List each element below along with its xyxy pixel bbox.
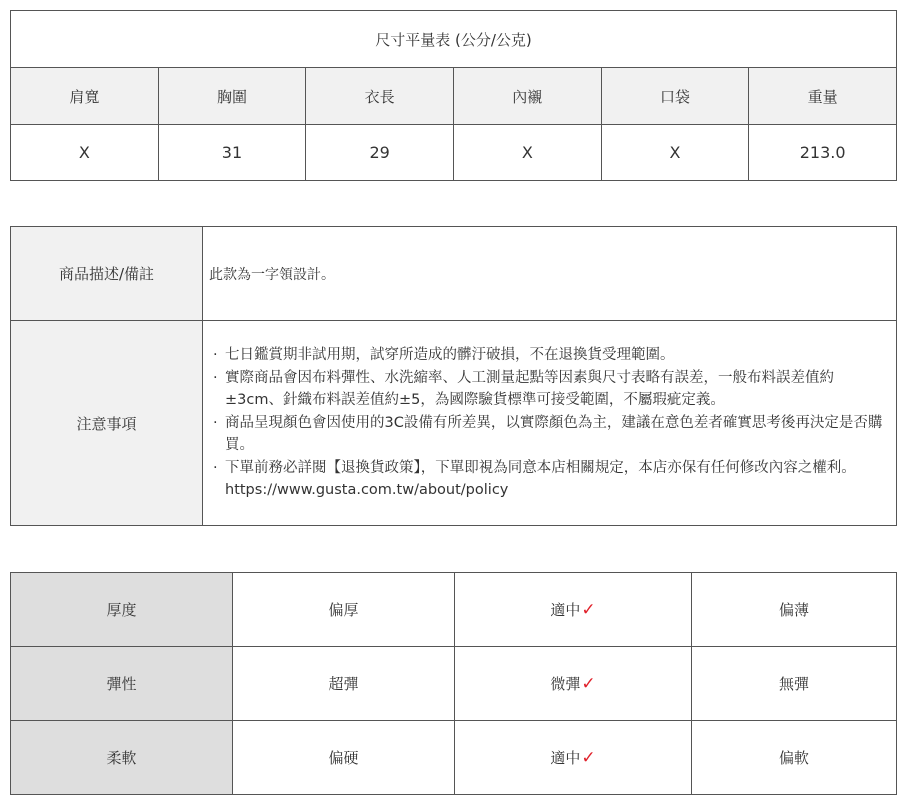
option-text: 微彈 [550,675,581,693]
bullet: · [213,369,218,386]
notice-item [213,412,888,457]
notice-text: 七日鑑賞期非試用期，試穿所造成的髒汙破損，不在退換貨受理範圍。 [225,347,675,364]
notice-item [213,367,888,412]
option-text: 偏厚 [328,601,359,619]
option-text: 超彈 [328,675,359,693]
size-table-title: 尺寸平量表 (公分/公克) [11,11,897,68]
description-table [10,226,897,526]
feel-row-softness [11,721,897,795]
header-weight: 重量 [749,68,897,125]
feel-option [233,573,455,647]
header-length: 衣長 [306,68,454,125]
size-table-title-row [11,11,897,68]
option-text: 偏薄 [778,601,809,619]
feel-option-selected [455,647,692,721]
size-table-value-row [11,125,897,181]
description-text: 此款為一字領設計。 [203,227,897,321]
description-label: 商品描述/備註 [11,227,203,321]
header-chest: 胸圍 [158,68,306,125]
option-text: 偏軟 [778,749,809,767]
feel-label-elasticity: 彈性 [11,647,233,721]
notice-label: 注意事項 [11,321,203,526]
size-table [10,10,897,181]
value-lining: X [453,125,601,181]
feel-option-selected [455,573,692,647]
check-mark-icon: ✓ [581,600,596,620]
feel-option [692,721,897,795]
value-weight: 213.0 [749,125,897,181]
bullet: · [213,414,218,431]
fabric-feel-table [10,572,897,795]
notice-item [213,457,888,502]
notice-item [213,344,888,367]
check-mark-icon: ✓ [581,674,596,694]
option-text: 適中 [550,749,581,767]
notice-content [203,321,897,526]
value-length: 29 [306,125,454,181]
header-lining: 內襯 [453,68,601,125]
notice-text: 實際商品會因布料彈性、水洗縮率、人工測量起點等因素與尺寸表略有誤差，一般布料誤差值約±3cm、針織布料誤差值約±5，為國際驗貨標準可接受範圍，不屬瑕疵定義。 [225,369,834,409]
value-pocket: X [601,125,749,181]
header-pocket: 口袋 [601,68,749,125]
feel-option-selected [455,721,692,795]
notice-text-with-policy-link[interactable]: 下單前務必詳閱【退換貨政策】，下單即視為同意本店相關規定，本店亦保有任何修改內容之權利。https://www.gusta.com.tw/about/policy [225,459,856,499]
value-chest: 31 [158,125,306,181]
feel-option [233,721,455,795]
option-text: 偏硬 [328,749,359,767]
size-table-header-row [11,68,897,125]
bullet: · [213,347,218,364]
header-shoulder-width: 肩寬 [11,68,159,125]
notice-list [209,344,896,502]
description-row [11,227,897,321]
check-mark-icon: ✓ [581,748,596,768]
feel-row-elasticity [11,647,897,721]
notice-text: 商品呈現顏色會因使用的3C設備有所差異，以實際顏色為主，建議在意色差者確實思考後再決定是否購買。 [225,414,883,454]
option-text: 適中 [550,601,581,619]
feel-option [692,647,897,721]
feel-label-thickness: 厚度 [11,573,233,647]
feel-label-softness: 柔軟 [11,721,233,795]
feel-row-thickness [11,573,897,647]
value-shoulder-width: X [11,125,159,181]
feel-option [233,647,455,721]
notice-row [11,321,897,526]
bullet: · [213,459,218,476]
feel-option [692,573,897,647]
option-text: 無彈 [778,675,809,693]
